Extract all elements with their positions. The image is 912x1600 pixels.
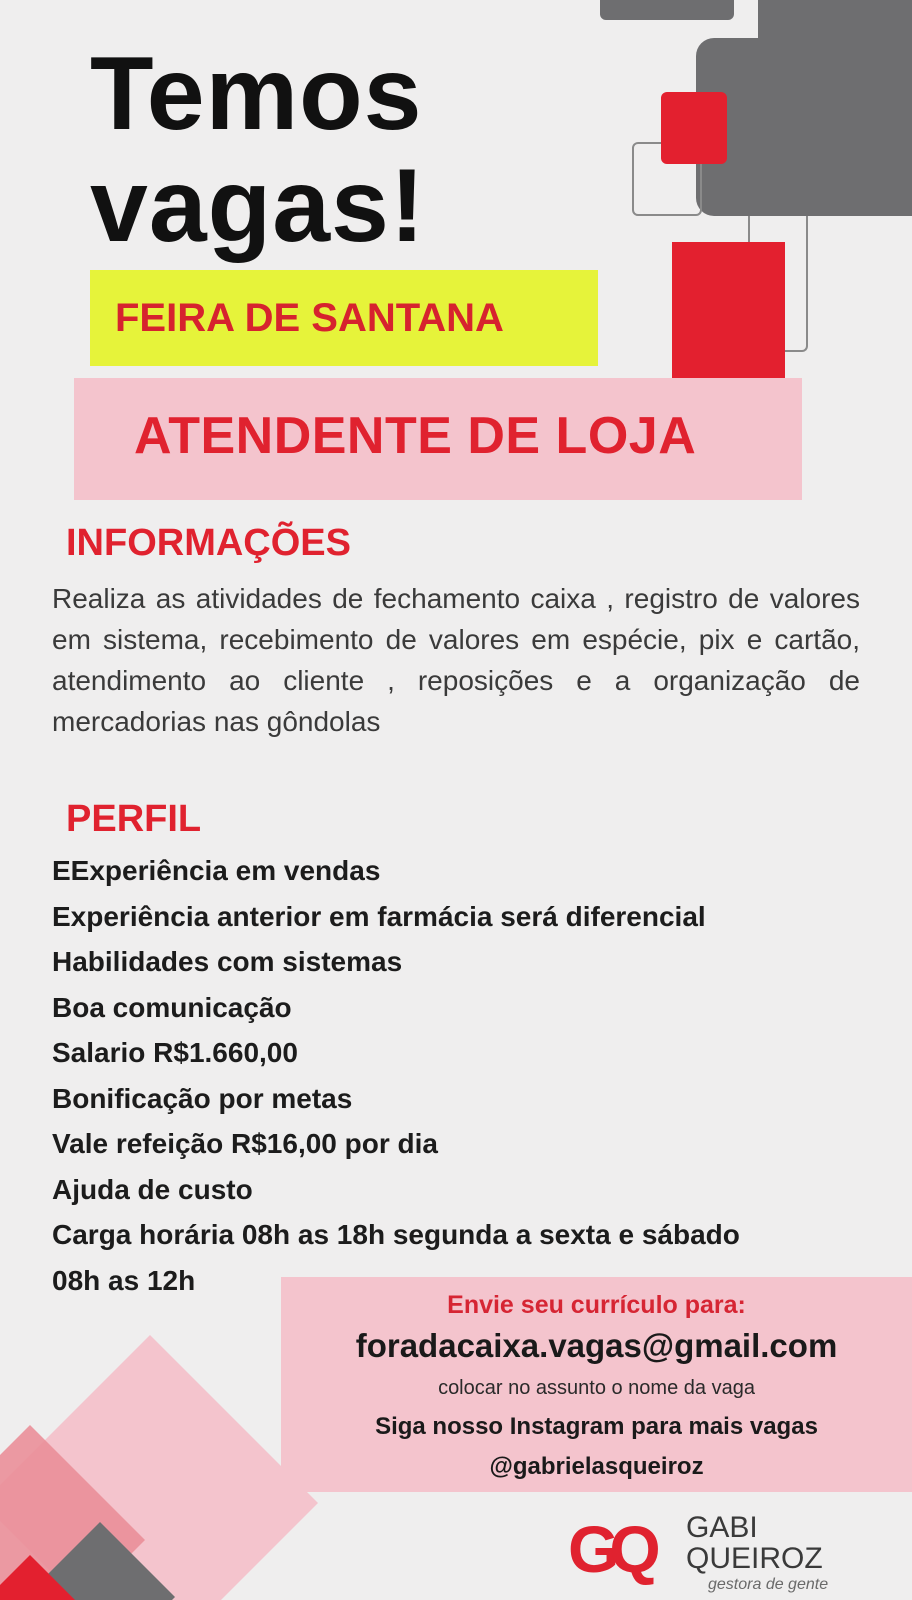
instagram-label: Siga nosso Instagram para mais vagas — [375, 1413, 818, 1440]
profile-item: Habilidades com sistemas — [52, 946, 403, 977]
info-heading: INFORMAÇÕES — [66, 522, 351, 564]
decor-red-square-small — [661, 92, 727, 164]
logo-name-line-1: GABI — [686, 1511, 758, 1544]
decor-grey-bar — [600, 0, 734, 20]
profile-item: Experiência anterior em farmácia será diferencial — [52, 900, 706, 932]
headline-line-1: Temos — [90, 36, 423, 152]
logo-name — [686, 1512, 823, 1574]
info-text: Realiza as atividades de fechamento caixa , registro de valores em sistema, recebimento de valores em espécie, pix e cartão, atendimento ao cliente , reposições e a organização de mercadorias nas gôndolas — [52, 583, 860, 737]
decor-red-block — [672, 242, 785, 380]
profile-item: Vale refeição R$16,00 por dia — [52, 1128, 438, 1159]
email-link[interactable]: foradacaixa.vagas@gmail.com — [355, 1327, 838, 1364]
profile-list — [52, 848, 740, 1303]
logo-mark: GQ — [568, 1512, 651, 1586]
profile-item: Carga horária 08h as 18h segunda a sexta e sábado — [52, 1219, 740, 1250]
instagram-handle[interactable]: @gabrielasqueiroz — [489, 1453, 704, 1480]
profile-item: Boa comunicação — [52, 991, 292, 1023]
location-label: FEIRA DE SANTANA — [115, 296, 504, 340]
logo-name-line-2: QUEIROZ — [686, 1542, 823, 1575]
profile-item: Salario R$1.660,00 — [52, 1037, 298, 1068]
profile-item: Ajuda de custo — [52, 1173, 253, 1205]
job-title: ATENDENTE DE LOJA — [134, 407, 697, 465]
profile-item: Bonificação por metas — [52, 1082, 353, 1114]
contact-box — [281, 1277, 912, 1492]
headline-line-2: vagas! — [90, 148, 426, 264]
send-resume-label: Envie seu currículo para: — [447, 1291, 746, 1319]
subject-note: colocar no assunto o nome da vaga — [438, 1377, 755, 1399]
decor-grey-top — [758, 0, 912, 50]
logo-tagline: gestora de gente — [708, 1576, 829, 1593]
profile-heading: PERFIL — [66, 798, 202, 840]
profile-item: EExperiência em vendas — [52, 855, 381, 886]
decor-grey-block — [696, 38, 912, 216]
profile-item: 08h as 12h — [52, 1264, 196, 1296]
headline — [90, 38, 426, 262]
brand-logo — [568, 1510, 858, 1594]
